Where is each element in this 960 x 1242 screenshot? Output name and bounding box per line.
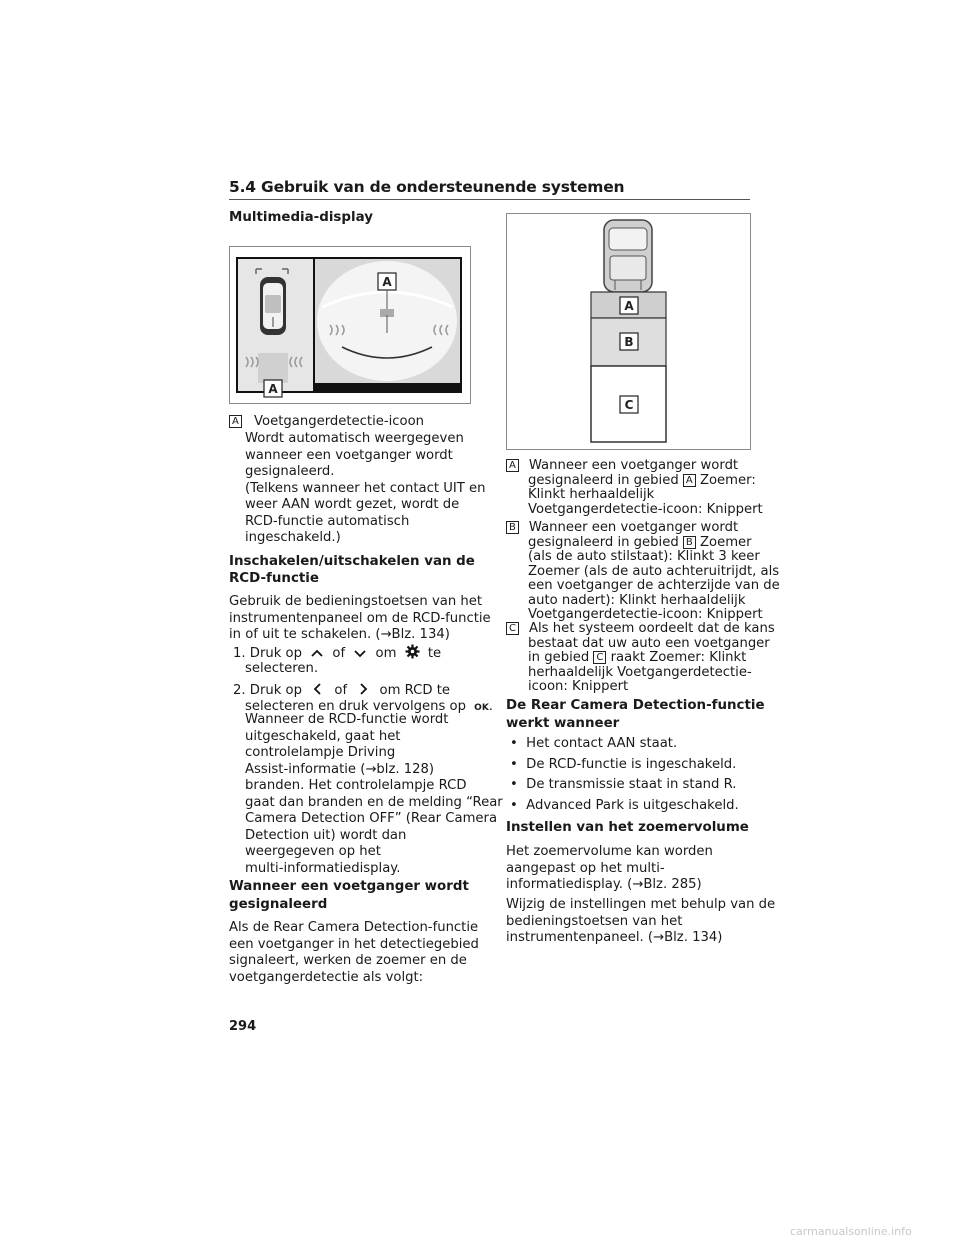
inline-label-b: B: [683, 536, 696, 549]
text-line: multi-informatiedisplay.: [245, 860, 401, 876]
text-line: (Telkens wanneer het contact UIT en: [245, 480, 486, 496]
list-item-text: Het contact AAN staat.: [526, 736, 678, 751]
text-line: Wordt automatisch weergegeven: [245, 431, 464, 446]
figure-label-a-bottom: A: [268, 382, 278, 396]
text-line: bestaat dat uw auto een voetganger: [528, 635, 770, 651]
heading-line: RCD-functie: [229, 571, 319, 586]
heading-line: gesignaleerd: [229, 897, 328, 912]
detection-zones-figure: [506, 213, 751, 450]
inline-label-a: A: [683, 474, 696, 487]
zone-label-b: B: [624, 335, 634, 349]
label-a: A: [229, 415, 242, 428]
text-line: Wanneer een voetganger wordt: [528, 458, 739, 473]
heading-line: Wanneer een voetganger wordt: [229, 879, 469, 894]
text-line: Wijzig de instellingen met behulp van de: [506, 897, 776, 912]
text-line: (als de auto stilstaat): Klinkt 3 keer: [528, 549, 760, 564]
step-1: [233, 644, 473, 663]
detection-zones-illustration: [507, 214, 750, 449]
text-line: Als de Rear Camera Detection-functie: [229, 920, 479, 935]
text-line: in of uit te schakelen. (→Blz. 134): [229, 627, 450, 642]
section-title: 5.4 Gebruik van de ondersteunende systemen: [229, 178, 625, 196]
text-line: icoon: Knippert: [528, 679, 629, 694]
step-2: [233, 682, 473, 700]
text-line: signaleert, werken de zoemer en de: [229, 953, 467, 968]
multimedia-display-figure: [229, 246, 471, 404]
text-line: Zoemer (als de auto achteruitrijdt, als: [528, 563, 780, 579]
text-line: Wanneer een voetganger wordt: [528, 520, 739, 535]
zone-label-a: A: [624, 299, 634, 313]
conditions-list: [510, 734, 739, 816]
text-line: gaat dan branden en de melding “Rear: [245, 794, 503, 810]
step-text: om: [375, 646, 397, 661]
zone-c-callout: [506, 622, 775, 695]
text-line: in gebied: [528, 650, 590, 665]
zone-b-callout: [506, 521, 780, 623]
label-b: B: [506, 521, 519, 534]
page-number: 294: [229, 1019, 257, 1034]
text-line: controlelampje Driving: [245, 745, 396, 760]
multimedia-display-illustration: [230, 247, 470, 403]
text-line: Detection uit) wordt dan: [245, 827, 407, 843]
text-line: wanneer een voetganger wordt: [245, 447, 453, 463]
step-text: of: [332, 646, 346, 661]
chevron-down-icon: [353, 647, 367, 659]
chevron-up-icon: [310, 647, 324, 659]
detected-paragraph: [229, 920, 479, 986]
chevron-left-icon: [312, 682, 324, 696]
step-text: om RCD te: [379, 683, 450, 698]
callout-a-title-text: Voetgangerdetectie-icoon: [254, 414, 425, 429]
step-text: Druk op: [249, 646, 302, 661]
figure-label-a-top: A: [382, 275, 392, 289]
heading-toggle-rcd: [229, 553, 475, 587]
text-line: weergegeven op het: [245, 844, 381, 859]
text-line: Gebruik de bedieningstoetsen van het: [229, 594, 483, 609]
step-text: Druk op: [249, 683, 302, 698]
step-text: te: [427, 646, 442, 661]
zone-a-callout: [506, 459, 763, 517]
text-line: Wanneer de RCD-functie wordt: [245, 712, 449, 727]
text-line: uitgeschakeld, gaat het: [245, 728, 401, 744]
text-line: Camera Detection OFF” (Rear Camera: [245, 811, 498, 826]
step-1-line-2: selecteren.: [245, 661, 319, 676]
watermark: carmanualsonline.info: [790, 1225, 912, 1238]
step-text: .: [488, 699, 493, 714]
text-line: Zoemer: [699, 534, 752, 550]
text-line: voetgangerdetectie als volgt:: [229, 969, 424, 985]
chevron-right-icon: [357, 682, 369, 696]
text-line: gesignaleerd.: [245, 464, 335, 479]
text-line: Zoemer:: [699, 472, 756, 488]
inline-label-c: C: [593, 651, 606, 664]
text-line: Het zoemervolume kan worden: [506, 844, 713, 859]
text-line: bedieningstoetsen van het: [506, 913, 683, 929]
text-line: Klinkt herhaaldelijk: [528, 487, 655, 502]
rcd-off-note: [245, 712, 503, 877]
text-line: Voetgangerdetectie-icoon: Knippert: [528, 501, 763, 517]
text-line: gesignaleerd in gebied: [528, 534, 679, 550]
label-c: C: [506, 622, 519, 635]
zone-label-c: C: [624, 398, 634, 412]
volume-paragraph: [506, 844, 713, 894]
heading-pedestrian-detected: [229, 878, 469, 914]
text-line: instrumentenpaneel om de RCD-functie: [229, 610, 491, 626]
text-line: aangepast op het multi-: [506, 860, 665, 876]
heading-line: werkt wanneer: [506, 716, 620, 731]
text-line: herhaaldelijk Voetgangerdetectie-: [528, 664, 752, 680]
text-line: auto nadert): Klinkt herhaaldelijk: [528, 592, 746, 608]
section-divider: [229, 199, 750, 200]
text-line: informatiedisplay. (→Blz. 285): [506, 877, 702, 892]
heading-multimedia-display: Multimedia-display: [229, 210, 373, 225]
list-item: • Advanced Park is uitgeschakeld.: [510, 797, 739, 813]
text-line: weer AAN wordt gezet, wordt de: [245, 497, 460, 512]
text-line: instrumentenpaneel. (→Blz. 134): [506, 930, 723, 945]
list-item: • De RCD-functie is ingeschakeld.: [510, 756, 737, 772]
step-text: selecteren en druk vervolgens op: [245, 699, 466, 714]
list-item: • Het contact AAN staat.: [510, 736, 678, 751]
callout-a-title: [229, 414, 424, 431]
toggle-paragraph: [229, 594, 491, 644]
list-item-text: De RCD-functie is ingeschakeld.: [526, 756, 737, 772]
heading-line: De Rear Camera Detection-functie: [506, 698, 765, 713]
text-line: Voetgangerdetectie-icoon: Knippert: [528, 607, 763, 622]
step-number: 2.: [233, 683, 246, 698]
heading-rcd-works-when: [506, 697, 765, 733]
ok-icon: OK: [474, 703, 489, 713]
text-line: branden. Het controlelampje RCD: [245, 778, 467, 793]
list-item-text: Advanced Park is uitgeschakeld.: [526, 797, 739, 813]
heading-line: Inschakelen/uitschakelen van de: [229, 554, 475, 569]
text-line: een voetganger de achterzijde van de: [528, 578, 780, 593]
text-line: een voetganger in het detectiegebied: [229, 936, 479, 952]
settings-paragraph: [506, 897, 775, 947]
list-item: • De transmissie staat in stand R.: [510, 777, 737, 792]
list-item-text: De transmissie staat in stand R.: [526, 777, 737, 792]
text-line: raakt Zoemer: Klinkt: [610, 650, 747, 665]
text-line: Assist-informatie (→blz. 128): [245, 761, 435, 777]
step-text: of: [334, 683, 348, 698]
gear-icon: [405, 644, 420, 659]
label-a: A: [506, 459, 519, 472]
step-number: 1.: [233, 646, 246, 661]
callout-a-description: [245, 431, 486, 547]
text-line: Als het systeem oordeelt dat de kans: [528, 621, 775, 636]
heading-buzzer-volume: Instellen van het zoemervolume: [506, 820, 749, 835]
text-line: RCD-functie automatisch: [245, 513, 410, 529]
text-line: gesignaleerd in gebied: [528, 472, 679, 488]
text-line: ingeschakeld.): [245, 530, 341, 545]
